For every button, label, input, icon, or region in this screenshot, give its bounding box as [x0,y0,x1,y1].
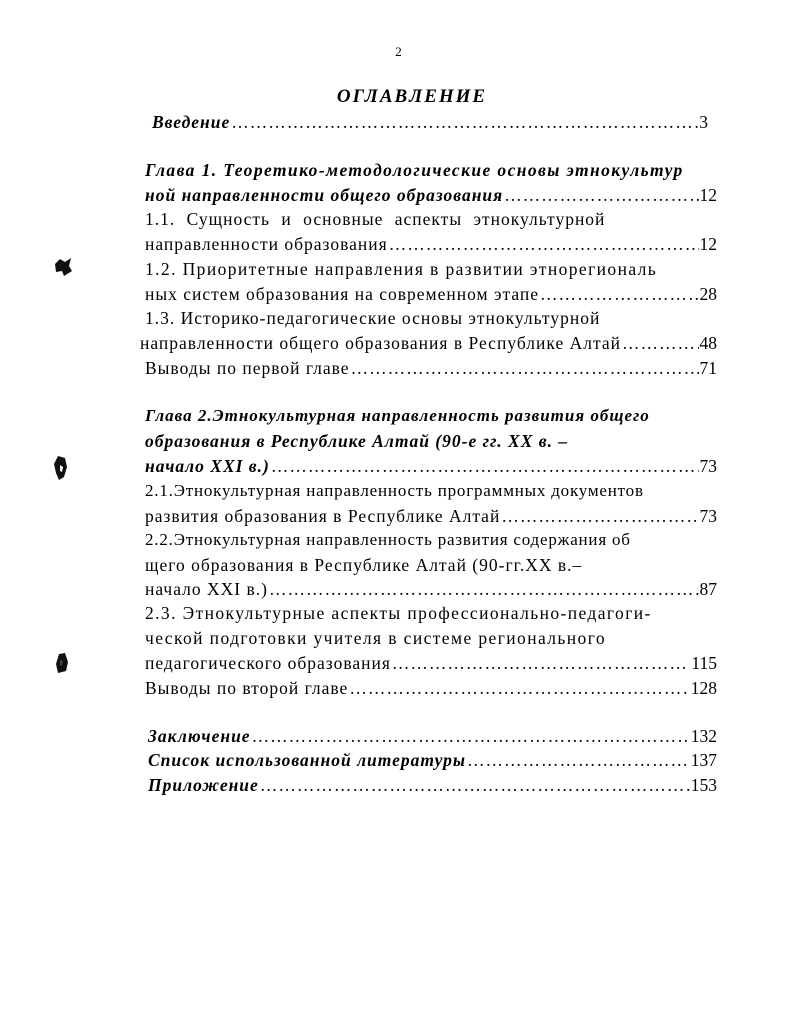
binding-hole-mark-1 [52,256,74,278]
dot-leader [389,232,699,256]
toc-page-number: 73 [699,456,717,476]
toc-title: ОГЛАВЛЕНИЕ [336,86,488,107]
page-number: 2 [395,44,402,59]
toc-entry-label: направленности общего образования в Республике Алтай [140,333,621,353]
binding-hole-mark-2 [52,455,70,481]
toc-section-2-3-line2: ческой подготовки учителя в системе регионального [145,628,606,648]
toc-entry-label: начало XXI в.) [145,579,268,599]
toc-entry-label: Выводы по первой главе [145,358,350,378]
toc-page-number: 153 [690,775,717,795]
toc-entry-section-2-1 [145,504,717,528]
dot-leader [231,110,698,134]
toc-entry-references [148,748,717,772]
toc-page-number: 71 [699,358,717,378]
dot-leader [504,183,698,207]
toc-entry-label: Выводы по второй главе [145,678,349,698]
toc-page-number: 12 [699,185,717,205]
toc-entry-chapter1-conclusions [145,356,717,380]
toc-entry-label: педагогического образования [145,653,391,673]
dot-leader [501,504,698,528]
toc-entry-chapter2-conclusions [145,676,717,700]
toc-page-number: 48 [699,333,717,353]
toc-page-number: 12 [699,234,717,254]
toc-entry-label: ной направленности общего образования [145,185,504,205]
dot-leader [351,356,699,380]
toc-entry-chapter1 [145,183,717,207]
toc-section-2-2-line2: щего образования в Республике Алтай (90-гг.XX в.– [145,555,583,575]
toc-entry-section-2-2 [145,577,717,601]
toc-page-number: 28 [699,284,717,304]
toc-section-1-1-line1: 1.1. Сущность и основные аспекты этнокультурной [145,209,606,229]
toc-entry-section-1-3 [140,331,717,355]
toc-entry-intro [152,110,708,134]
dot-leader [392,651,690,675]
toc-section-2-2-line1: 2.2.Этнокультурная направленность развития содержания об [145,530,631,549]
chapter2-heading-line1: Глава 2.Этнокультурная направленность развития общего [145,406,650,425]
toc-page-number: 87 [699,579,717,599]
chapter2-heading-line2: образования в Республике Алтай (90-е гг. XX в. – [145,431,569,451]
toc-entry-appendix [148,773,717,797]
dot-leader [540,282,699,306]
dot-leader [269,577,699,601]
toc-entry-label: направленности образования [145,234,388,254]
dot-leader [349,676,689,700]
toc-entry-conclusion [148,724,717,748]
toc-entry-section-1-2 [145,282,717,306]
toc-entry-label: Введение [152,112,231,132]
toc-section-2-1-line1: 2.1.Этнокультурная направленность программных документов [145,481,644,500]
toc-entry-label: Список использованной литературы [148,750,467,770]
dot-leader [467,748,690,772]
toc-section-2-3-line1: 2.3. Этнокультурные аспекты профессионально-педагоги- [145,603,652,623]
binding-hole-mark-3 [54,652,70,674]
dot-leader [622,331,699,355]
toc-page-number: 128 [690,678,717,698]
toc-section-1-3-line1: 1.3. Историко-педагогические основы этнокультурной [145,308,601,328]
toc-page-number: 3 [699,112,708,132]
toc-entry-section-2-3 [145,651,717,675]
dot-leader [260,773,690,797]
toc-entry-section-1-1 [145,232,717,256]
toc-page-number: 132 [690,726,717,746]
toc-page-number: 73 [699,506,717,526]
chapter1-heading-text: Глава 1. Теоретико-методологические основы этнокультур [145,160,684,180]
toc-entry-label: Заключение [148,726,251,746]
toc-entry-label: начало XXI в.) [145,456,270,476]
toc-entry-label: Приложение [148,775,259,795]
toc-section-1-2-line1: 1.2. Приоритетные направления в развитии этнорегиональ [145,259,658,279]
toc-page-number: 115 [691,653,717,673]
toc-entry-label: ных систем образования на современном этапе [145,284,539,304]
toc-page-number: 137 [690,750,717,770]
dot-leader [271,454,699,478]
dot-leader [252,724,690,748]
chapter1-heading-line1 [145,158,717,182]
toc-entry-chapter2 [145,454,717,478]
toc-entry-label: развития образования в Республике Алтай [145,506,501,526]
